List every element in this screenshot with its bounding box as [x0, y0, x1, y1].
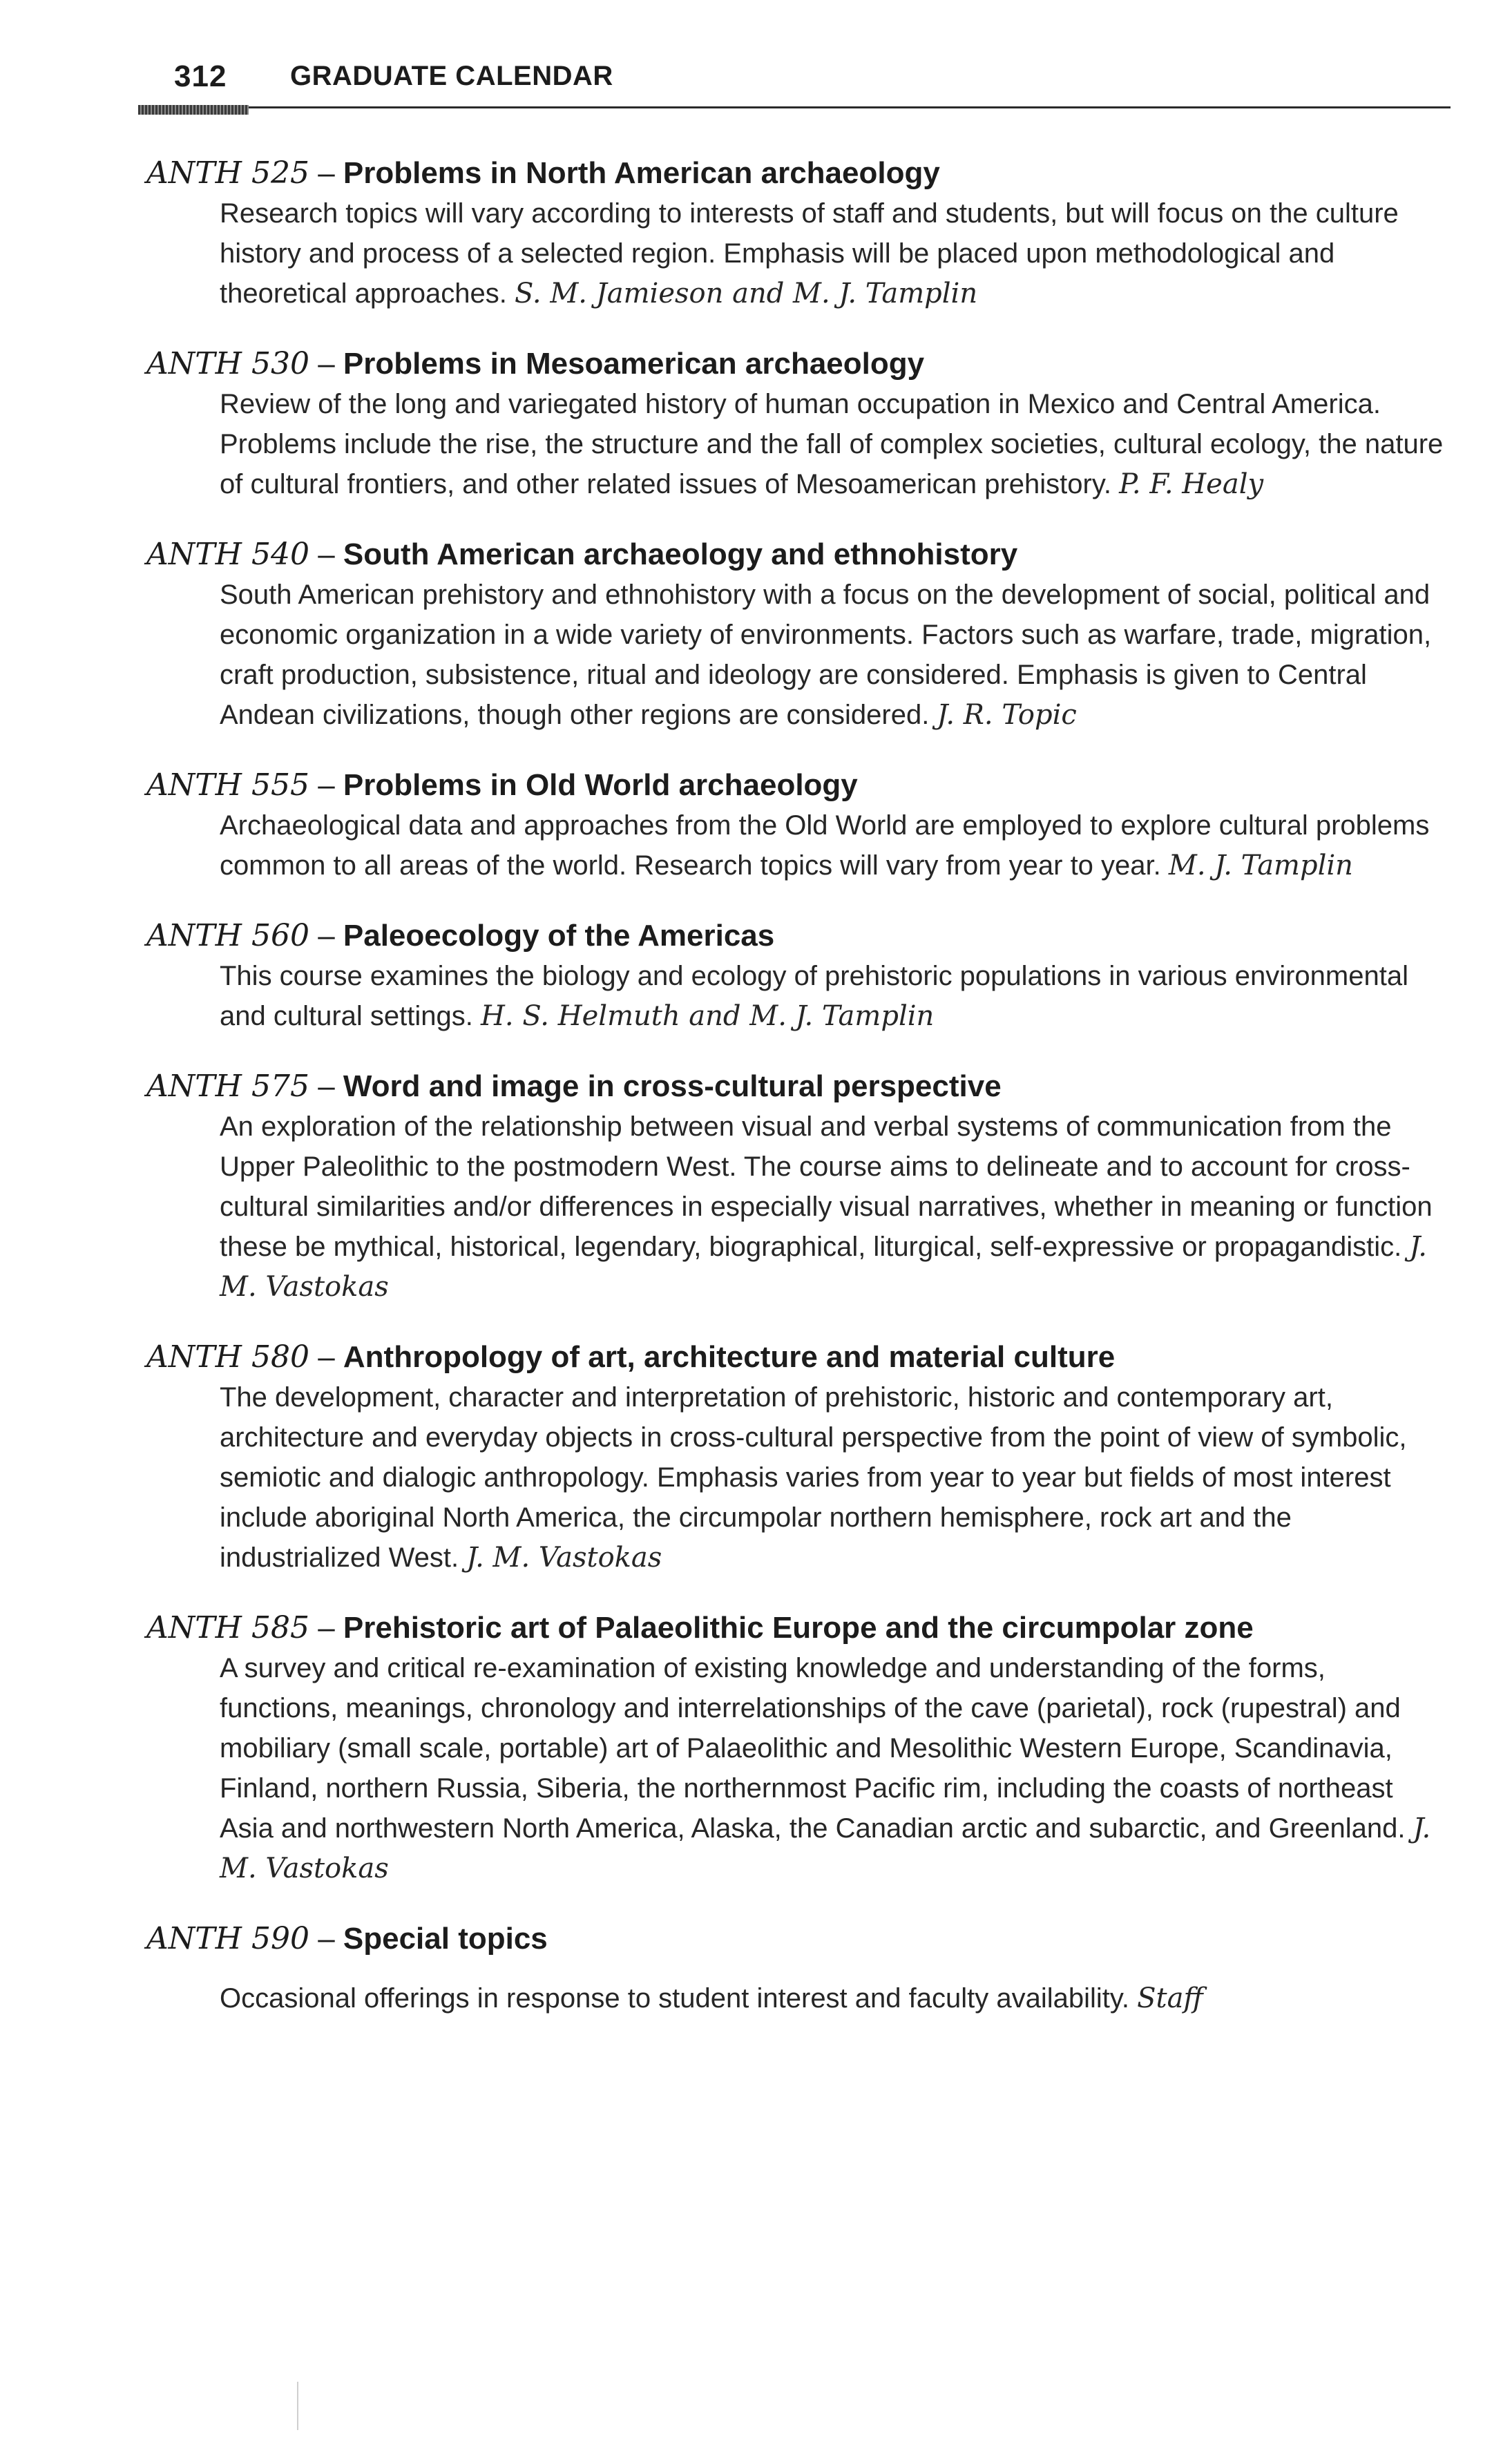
course-heading	[146, 344, 1445, 384]
course-entry-anth-585	[146, 1608, 1445, 1889]
course-heading	[146, 535, 1445, 575]
course-instructor: Staff	[1137, 1982, 1203, 2014]
course-title: Special topics	[343, 1922, 548, 1956]
course-description	[220, 805, 1445, 886]
course-title: Paleoecology of the Americas	[343, 919, 775, 953]
course-separator: –	[309, 156, 343, 190]
course-code: ANTH 585	[146, 1610, 309, 1645]
course-description-text: An exploration of the relationship between visual and verbal systems of communication from the Upper Paleolithic to the postmodern West. The course aims to delineate and to account for cross-cultural similarities and/or differences in especially visual narratives, whether in meaning or function these be mythical, historical, legendary, biographical, liturgical, self-expressive or propagandistic.	[220, 1111, 1433, 1262]
course-code: ANTH 555	[146, 767, 309, 803]
course-heading	[146, 153, 1445, 193]
course-title: Anthropology of art, architecture and material culture	[343, 1340, 1116, 1374]
header-rule	[138, 106, 1451, 108]
course-description	[220, 1648, 1445, 1889]
course-description-text: Archaeological data and approaches from the Old World are employed to explore cultural problems common to all areas of the world. Research topics will vary from year to year.	[220, 810, 1430, 881]
course-description	[220, 1978, 1445, 2018]
course-separator: –	[309, 1069, 343, 1103]
course-instructor: J. M. Vastokas	[466, 1542, 662, 1574]
course-instructor: P. F. Healy	[1119, 468, 1264, 500]
course-instructor: J. R. Topic	[937, 699, 1077, 731]
course-description	[220, 193, 1445, 314]
course-heading	[146, 916, 1445, 956]
course-separator: –	[309, 537, 343, 571]
course-title: Word and image in cross-cultural perspective	[343, 1069, 1002, 1103]
course-description-text: Review of the long and variegated history of human occupation in Mexico and Central America. Problems include the rise, the structure and the fall of complex societies, cultural ecology, the nature of cultural frontiers, and other related issues of Mesoamerican prehistory.	[220, 389, 1444, 499]
course-description-text: Occasional offerings in response to student interest and faculty availability.	[220, 1983, 1138, 2014]
running-title: GRADUATE CALENDAR	[290, 61, 613, 91]
course-separator: –	[309, 347, 343, 381]
course-entry-anth-540	[146, 535, 1445, 735]
course-separator: –	[309, 1611, 343, 1645]
course-description	[220, 1377, 1445, 1578]
page-number: 312	[174, 59, 227, 93]
course-description-text: Research topics will vary according to interests of staff and students, but will focus on the culture history and process of a selected region. Emphasis will be placed upon methodological and theoretical approaches.	[220, 198, 1399, 309]
course-entry-anth-555	[146, 765, 1445, 886]
course-entry-anth-575	[146, 1067, 1445, 1307]
course-title: Prehistoric art of Palaeolithic Europe and the circumpolar zone	[343, 1611, 1254, 1645]
course-description-text: A survey and critical re-examination of existing knowledge and understanding of the forms, functions, meanings, chronology and interrelationships of the cave (parietal), rock (rupestral) and mobiliary (small scale, portable) art of Palaeolithic and Mesolithic Western Europe, Scandinavia, Finland, northern Russia, Siberia, the northernmost Pacific rim, including the coasts of northeast Asia and northwestern North America, Alaska, the Canadian arctic and subarctic, and Greenland.	[220, 1653, 1413, 1844]
course-entry-anth-560	[146, 916, 1445, 1036]
course-heading	[146, 1608, 1445, 1648]
course-entry-anth-525	[146, 153, 1445, 314]
header-bar	[138, 105, 249, 115]
course-separator: –	[309, 768, 343, 802]
course-instructor: J. M. Vastokas	[220, 1813, 1431, 1884]
course-title: Problems in Old World archaeology	[343, 768, 858, 802]
course-instructor: J. M. Vastokas	[220, 1231, 1427, 1303]
course-code: ANTH 560	[146, 918, 309, 953]
course-separator: –	[309, 1340, 343, 1374]
course-code: ANTH 540	[146, 537, 309, 572]
course-heading	[146, 1337, 1445, 1377]
course-code: ANTH 575	[146, 1069, 309, 1104]
course-separator: –	[309, 1922, 343, 1956]
course-instructor: M. J. Tamplin	[1168, 850, 1353, 881]
course-description	[220, 956, 1445, 1036]
course-instructor: S. M. Jamieson and M. J. Tamplin	[514, 278, 978, 309]
course-instructor: H. S. Helmuth and M. J. Tamplin	[481, 1000, 935, 1032]
course-heading	[146, 1067, 1445, 1107]
course-code: ANTH 530	[146, 346, 309, 381]
course-entry-anth-580	[146, 1337, 1445, 1578]
course-heading	[146, 765, 1445, 805]
course-description-text: This course examines the biology and ecology of prehistoric populations in various environmental and cultural settings.	[220, 961, 1408, 1031]
course-entry-anth-530	[146, 344, 1445, 504]
page-header	[138, 52, 1451, 119]
course-code: ANTH 590	[146, 1921, 309, 1956]
course-description	[220, 384, 1445, 504]
course-title: South American archaeology and ethnohistory	[343, 537, 1018, 571]
course-entry-anth-590	[146, 1919, 1445, 2018]
course-list	[146, 153, 1445, 2049]
course-description-text: South American prehistory and ethnohistory with a focus on the development of social, political and economic organization in a wide variety of environments. Factors such as warfare, trade, migration, craft production, subsistence, ritual and ideology are considered. Emphasis is given to Central Andean civilizations, though other regions are considered.	[220, 580, 1432, 730]
course-description	[220, 1107, 1445, 1307]
course-code: ANTH 580	[146, 1339, 309, 1375]
course-description-text: The development, character and interpretation of prehistoric, historic and contemporary art, architecture and everyday objects in cross-cultural perspective from the point of view of symbolic, semiotic and dialogic anthropology. Emphasis varies from year to year but fields of most interest include aboriginal North America, the circumpolar northern hemisphere, rock art and the industrialized West.	[220, 1382, 1407, 1573]
course-title: Problems in North American archaeology	[343, 156, 940, 190]
course-description	[220, 575, 1445, 735]
course-heading	[146, 1919, 1445, 1959]
course-separator: –	[309, 919, 343, 953]
course-code: ANTH 525	[146, 155, 309, 191]
scan-artifact-line	[297, 2382, 298, 2430]
course-title: Problems in Mesoamerican archaeology	[343, 347, 925, 381]
